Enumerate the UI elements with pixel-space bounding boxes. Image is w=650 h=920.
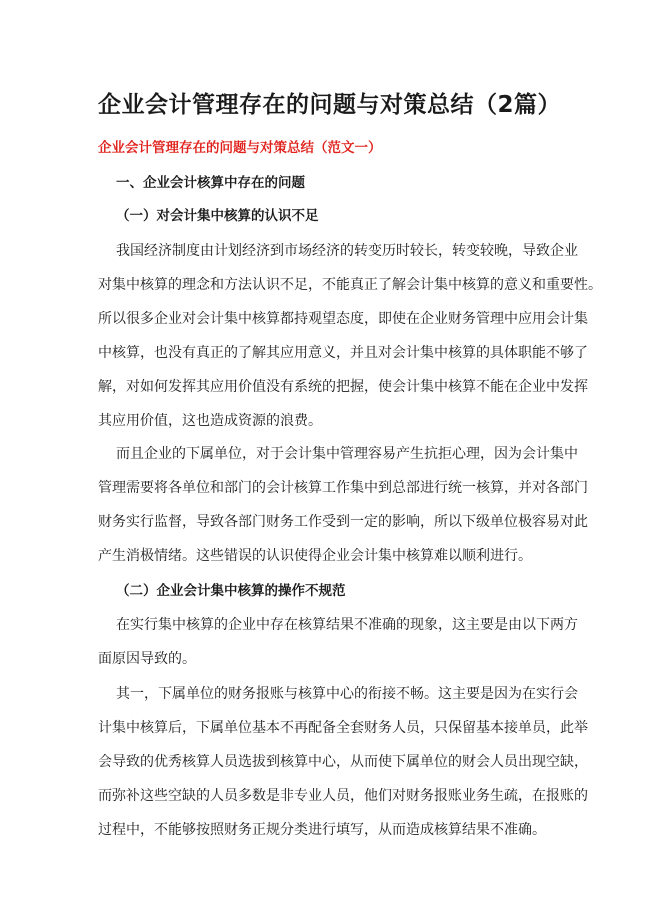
paragraph-line: 财务实行监督，导致各部门财务工作受到一定的影响，所以下级单位极容易对此 bbox=[98, 514, 588, 530]
paragraph-1 bbox=[98, 234, 602, 438]
paragraph-line: 产生消极情绪。这些错误的认识使得企业会计集中核算难以顺利进行。 bbox=[98, 548, 532, 564]
paragraph-2 bbox=[98, 437, 588, 573]
paragraph-4 bbox=[98, 677, 588, 847]
paragraph-line: 其一，下属单位的财务报账与核算中心的衔接不畅。这主要是因为在实行会 bbox=[116, 686, 578, 702]
paragraph-line: 过程中，不能够按照财务正规分类进行填写，从而造成核算结果不准确。 bbox=[98, 822, 546, 838]
paragraph-line: 而且企业的下属单位，对于会计集中管理容易产生抗拒心理，因为会计集中 bbox=[116, 446, 578, 462]
subsection-heading-2: （二）企业会计集中核算的操作不规范 bbox=[116, 583, 346, 599]
paragraph-line: 而弥补这些空缺的人员多数是非专业人员，他们对财务报账业务生疏，在报账的 bbox=[98, 788, 588, 804]
paragraph-line: 解，对如何发挥其应用价值没有系统的把握，使会计集中核算不能在企业中发挥 bbox=[98, 379, 588, 395]
paragraph-line: 计集中核算后，下属单位基本不再配备全套财务人员，只保留基本接单员，此举 bbox=[98, 720, 588, 736]
paragraph-line: 所以很多企业对会计集中核算都持观望态度，即使在企业财务管理中应用会计集 bbox=[98, 311, 588, 327]
paragraph-line: 对集中核算的理念和方法认识不足，不能真正了解会计集中核算的意义和重要性。 bbox=[98, 277, 602, 293]
document-title: 企业会计管理存在的问题与对策总结（2篇） bbox=[98, 92, 562, 118]
paragraph-line: 中核算，也没有真正的了解其应用意义，并且对会计集中核算的具体职能不够了 bbox=[98, 345, 588, 361]
paragraph-3 bbox=[98, 608, 578, 676]
paragraph-line: 管理需要将各单位和部门的会计核算工作集中到总部进行统一核算，并对各部门 bbox=[98, 480, 588, 496]
document-subtitle: 企业会计管理存在的问题与对策总结（范文一） bbox=[98, 140, 382, 156]
paragraph-line: 其应用价值，这也造成资源的浪费。 bbox=[98, 413, 322, 429]
paragraph-line: 我国经济制度由计划经济到市场经济的转变历时较长，转变较晚，导致企业 bbox=[116, 243, 578, 259]
paragraph-line: 在实行集中核算的企业中存在核算结果不准确的现象，这主要是由以下两方 bbox=[116, 617, 578, 633]
subsection-heading-1: （一）对会计集中核算的认识不足 bbox=[116, 208, 319, 224]
section-heading-1: 一、企业会计核算中存在的问题 bbox=[116, 175, 305, 191]
paragraph-line: 面原因导致的。 bbox=[98, 651, 196, 667]
paragraph-line: 会导致的优秀核算人员选拔到核算中心，从而使下属单位的财会人员出现空缺， bbox=[98, 754, 588, 770]
